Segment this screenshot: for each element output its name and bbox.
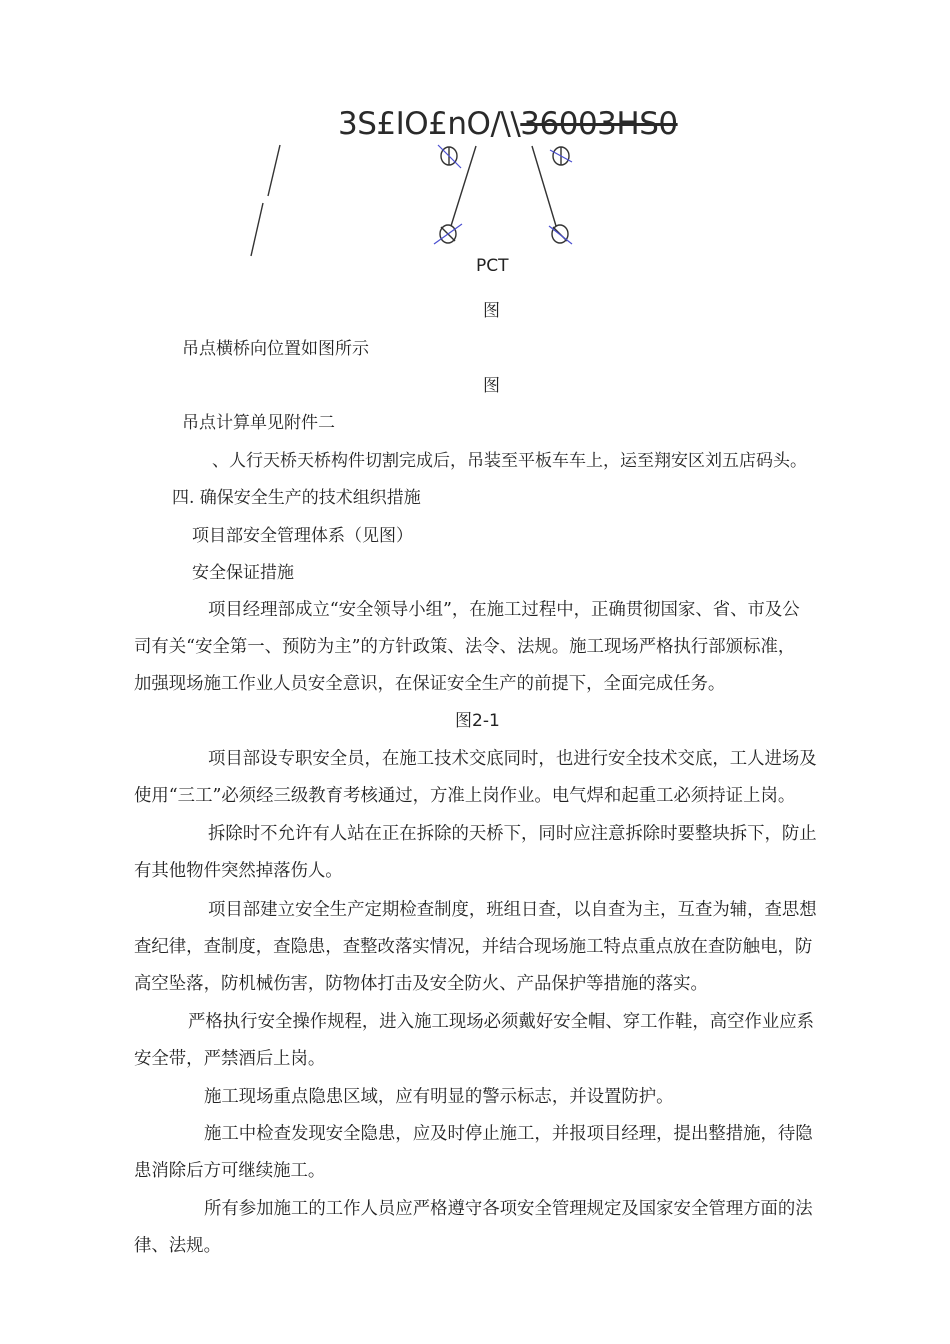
paragraph-line: 查纪律，查制度，查隐患，查整改落实情况，并结合现场施工特点重点放在查防触电，防 xyxy=(134,937,813,957)
lower-left-marker xyxy=(434,224,462,244)
paragraph-line: 施工现场重点隐患区域，应有明显的警示标志，并设置防护。 xyxy=(204,1087,674,1107)
paragraph-line: 拆除时不允许有人站在正在拆除的天桥下，同时应注意拆除时要整块拆下，防止 xyxy=(208,824,817,844)
paragraph-warning-signs xyxy=(134,1079,888,1116)
figure-2-1-number: 2-1 xyxy=(472,711,500,731)
figure-title-struck: 36003HS0 xyxy=(520,106,678,142)
paragraph-line: 安全带，严禁酒后上岗。 xyxy=(134,1049,326,1069)
paragraph-operating-rules xyxy=(134,1004,888,1078)
paragraph-line: 所有参加施工的工作人员应严格遵守各项安全管理规定及国家安全管理方面的法 xyxy=(204,1199,813,1219)
figure-caption-2: 图 xyxy=(483,376,500,396)
figure-2-1-caption xyxy=(455,703,500,740)
paragraph-line: 项目部设专职安全员，在施工技术交底同时，也进行安全技术交底，工人进场及 xyxy=(208,749,817,769)
hoist-diagram xyxy=(0,0,950,300)
paragraph-line: 高空坠落，防机械伤害，防物体打击及安全防火、产品保护等措施的落实。 xyxy=(134,974,708,994)
paragraph-line: 项目部建立安全生产定期检查制度，班组日查，以自查为主，互查为辅，查思想 xyxy=(208,900,817,920)
section-4-heading: 四. 确保安全生产的技术组织措施 xyxy=(172,488,421,508)
left-hoist-cable xyxy=(451,146,476,226)
left-edge-line-lower xyxy=(251,203,263,256)
mgmt-system-line: 项目部安全管理体系（见图） xyxy=(192,526,413,546)
hoist-transverse-line: 吊点横桥向位置如图所示 xyxy=(182,339,369,359)
figure-caption-1: 图 xyxy=(483,301,500,321)
paragraph-line: 司有关“安全第一、预防为主”的方针政策、法令、法规。施工现场严格执行部颁标准， xyxy=(134,637,796,657)
paragraph-hazard-response xyxy=(134,1116,888,1190)
paragraph-regulations xyxy=(134,1191,888,1265)
paragraph-line: 有其他物件突然掉落伤人。 xyxy=(134,861,343,881)
paragraph-line: 使用“三工”必须经三级教育考核通过，方准上岗作业。电气焊和起重工必须持证上岗。 xyxy=(134,786,796,806)
safety-measures-heading: 安全保证措施 xyxy=(192,563,294,583)
paragraph-safety-group xyxy=(134,592,888,703)
paragraph-line: 加强现场施工作业人员安全意识，在保证安全生产的前提下，全面完成任务。 xyxy=(134,674,726,694)
paragraph-safety-officer xyxy=(134,741,888,815)
paragraph-inspection xyxy=(134,892,888,1003)
figure-label-pct: PCT xyxy=(476,256,509,276)
paragraph-line: 患消除后方可继续施工。 xyxy=(134,1161,326,1181)
right-hoist-cable xyxy=(532,146,556,226)
hoist-calc-line: 吊点计算单见附件二 xyxy=(182,413,335,433)
figure-title-main: 3S£IO£nO/\\ xyxy=(338,106,521,142)
transport-line: 、人行天桥天桥构件切割完成后，吊装至平板车车上，运至翔安区刘五店码头。 xyxy=(212,451,807,471)
paragraph-line: 律、法规。 xyxy=(134,1236,221,1256)
left-edge-line xyxy=(268,145,280,196)
paragraph-line: 项目经理部成立“安全领导小组”，在施工过程中，正确贯彻国家、省、市及公 xyxy=(208,600,800,620)
paragraph-line: 严格执行安全操作规程，进入施工现场必须戴好安全帽、穿工作鞋，高空作业应系 xyxy=(188,1012,815,1032)
figure-2-1-prefix: 图 xyxy=(455,711,472,731)
paragraph-line: 施工中检查发现安全隐患，应及时停止施工，并报项目经理，提出整措施，待隐 xyxy=(204,1124,813,1144)
paragraph-demolition xyxy=(134,816,888,890)
